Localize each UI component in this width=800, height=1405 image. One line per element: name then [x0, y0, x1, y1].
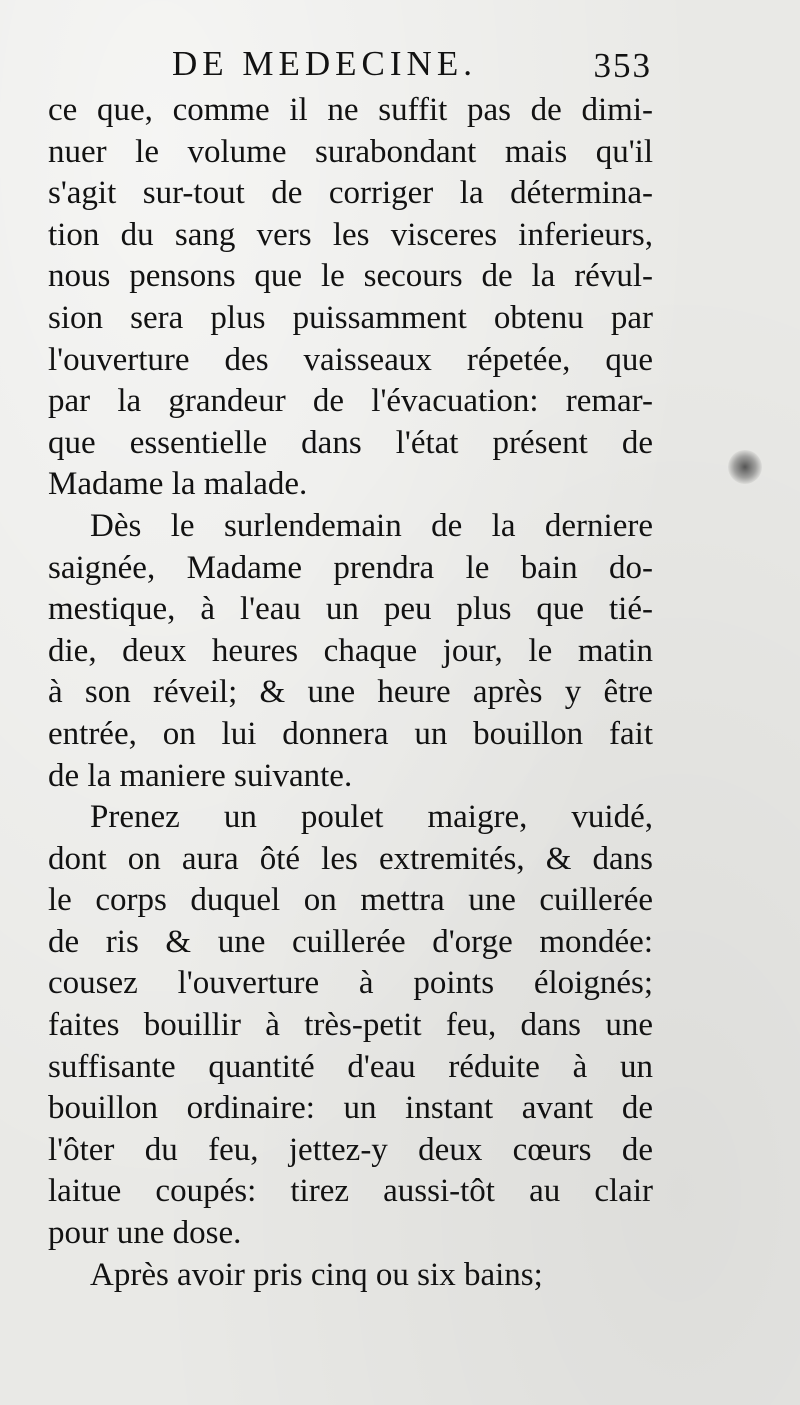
text-line: cousez l'ouverture à points éloignés; [48, 965, 653, 1002]
text-line: s'agit sur-tout de corriger la détermina- [48, 175, 653, 212]
text-line: nous pensons que le secours de la révul- [48, 258, 653, 295]
text-line: par la grandeur de l'évacuation: remar- [48, 383, 653, 420]
text-line: le corps duquel on mettra une cuillerée [48, 882, 653, 919]
paragraph-start-line: Dès le surlendemain de la derniere [90, 507, 653, 544]
text-line: entrée, on lui donnera un bouillon fait [48, 715, 653, 752]
text-line: mestique, à l'eau un peu plus que tié- [48, 591, 653, 628]
running-head: DE MEDECINE. [172, 44, 477, 83]
text-line: que essentielle dans l'état présent de [48, 424, 653, 461]
text-line: pour une dose. [48, 1215, 242, 1252]
body-text [48, 90, 653, 1296]
text-line: l'ôter du feu, jettez-y deux cœurs de [48, 1131, 653, 1168]
page-number: 353 [593, 46, 652, 85]
text-line: bouillon ordinaire: un instant avant de [48, 1090, 653, 1127]
text-line: de ris & une cuillerée d'orge mondée: [48, 923, 653, 960]
text-line: tion du sang vers les visceres inferieurs, [48, 216, 653, 253]
page-header [172, 44, 652, 94]
text-line: ce que, comme il ne suffit pas de dimi- [48, 92, 653, 128]
paragraph-start-line: Après avoir pris cinq ou six bains; [90, 1256, 543, 1293]
text-line: sion sera plus puissamment obtenu par [48, 299, 653, 336]
ink-stain [728, 450, 762, 484]
paragraph-start-line: Prenez un poulet maigre, vuidé, [90, 799, 653, 836]
text-line: suffisante quantité d'eau réduite à un [48, 1048, 653, 1085]
text-line: die, deux heures chaque jour, le matin [48, 632, 653, 669]
text-line: Madame la malade. [48, 466, 308, 503]
text-line: de la maniere suivante. [48, 757, 353, 794]
text-line: à son réveil; & une heure après y être [48, 674, 653, 711]
text-line: saignée, Madame prendra le bain do- [48, 549, 653, 586]
text-line: dont on aura ôté les extremités, & dans [48, 840, 653, 877]
text-line: l'ouverture des vaisseaux répetée, que [48, 341, 653, 378]
text-line: faites bouillir à très-petit feu, dans une [48, 1007, 653, 1044]
text-line: nuer le volume surabondant mais qu'il [48, 133, 653, 170]
text-line: laitue coupés: tirez aussi-tôt au clair [48, 1173, 653, 1210]
